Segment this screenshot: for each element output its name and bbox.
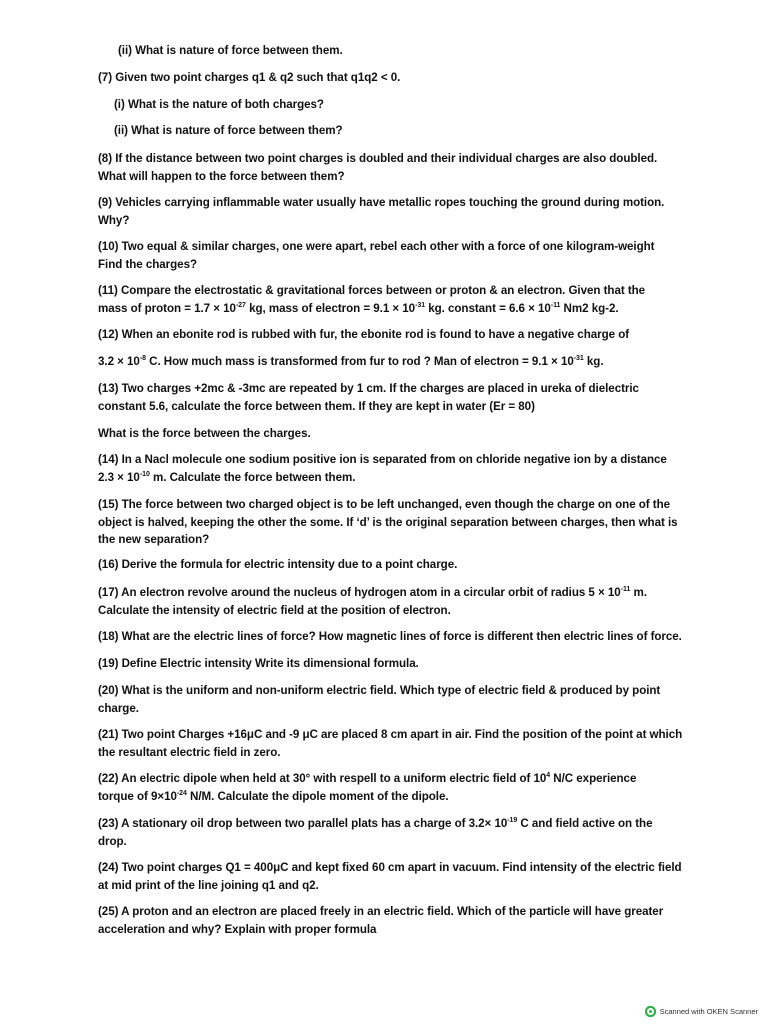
question-11: (11) Compare the electrostatic & gravitational forces between or proton & an electron. Given that the mass of proton = $1.7 \times 10^{-27}$ kg, mass of electron = $9.1 \times 10^{-31}$ kg. constant = $6.6 \times 10^{-11}$ Nm2 kg-2. (98, 284, 646, 315)
question-15: (15) The force between two charged object is to be left unchanged, even though the charge on one of the object is halved, keeping the other the some. If ‘d’ is the original separation between charges, then what is the new separation? (98, 498, 678, 546)
question-12: (12) When an ebonite rod is rubbed with fur, the ebonite rod is found to have a negative charge of (98, 328, 630, 341)
question-6-part-ii: (ii) What is nature of force between them. (118, 44, 343, 57)
question-22: (22) An electric dipole when held at 30° with respell to a uniform electric field of $10^4$ N/C experience torque of $9\times 10^{-24}$ N/M. Calculate the dipole moment of the dipole. (98, 772, 637, 803)
question-21: (21) Two point Charges +16μC and -9 μC are placed 8 cm apart in air. Find the position of the point at which the resultant electric field in zero. (98, 728, 683, 759)
question-9: (9) Vehicles carrying inflammable water usually have metallic ropes touching the ground during motion. Why? (98, 196, 665, 227)
question-7: (7) Given two point charges q1 & q2 such that q1q2 < 0. (98, 71, 401, 84)
question-7-part-i: (i) What is the nature of both charges? (114, 98, 324, 111)
oken-scanner-logo-icon (645, 1006, 656, 1017)
question-25: (25) A proton and an electron are placed freely in an electric field. Which of the particle will have greater acceleration and why? Explain with proper formula (98, 905, 664, 936)
question-20: (20) What is the uniform and non-uniform electric field. Which type of electric field & produced by point charge. (98, 684, 661, 715)
question-19: (19) Define Electric intensity Write its dimensional formula. (98, 657, 419, 670)
scanner-text: Scanned with OKEN Scanner (659, 1007, 758, 1016)
question-13-cont: What is the force between the charges. (98, 427, 311, 440)
question-13: (13) Two charges +2mc & -3mc are repeated by 1 cm. If the charges are placed in ureka of dielectric constant 5.6, calculate the force between them. If they are kept in water (Er = 80) (98, 382, 639, 413)
question-18: (18) What are the electric lines of force? How magnetic lines of force is different then electric lines of force. (98, 630, 682, 643)
question-8: (8) If the distance between two point charges is doubled and their individual charges are also doubled. What will happen to the force between them? (98, 152, 658, 183)
question-16: (16) Derive the formula for electric intensity due to a point charge. (98, 558, 458, 571)
question-14: (14) In a Nacl molecule one sodium positive ion is separated from on chloride negative ion by a distance $2.3 \times 10^{-10}$ m. Calculate the force between them. (98, 453, 667, 484)
question-17: (17) An electron revolve around the nucleus of hydrogen atom in a circular orbit of radius $5 \times 10^{-11}$ m. Calculate the intensity of electric field at the position of electron. (98, 586, 647, 617)
question-7-part-ii: (ii) What is nature of force between them? (114, 124, 343, 137)
question-12-cont: $3.2 \times 10^{-8}$ C. How much mass is transformed from fur to rod ? Man of electron = $9.1 \times 10^{-31}$ kg. (98, 355, 604, 368)
question-10: (10) Two equal & similar charges, one were apart, rebel each other with a force of one kilogram-weight Find the charges? (98, 240, 655, 271)
question-24: (24) Two point charges Q1 = 400μC and kept fixed 60 cm apart in vacuum. Find intensity of the electric field at mid print of the line joining q1 and q2. (98, 861, 682, 892)
scanner-watermark (645, 1006, 758, 1017)
question-23: (23) A stationary oil drop between two parallel plats has a charge of $3.2\times 10^{-19}$ C and field active on the drop. (98, 817, 653, 848)
